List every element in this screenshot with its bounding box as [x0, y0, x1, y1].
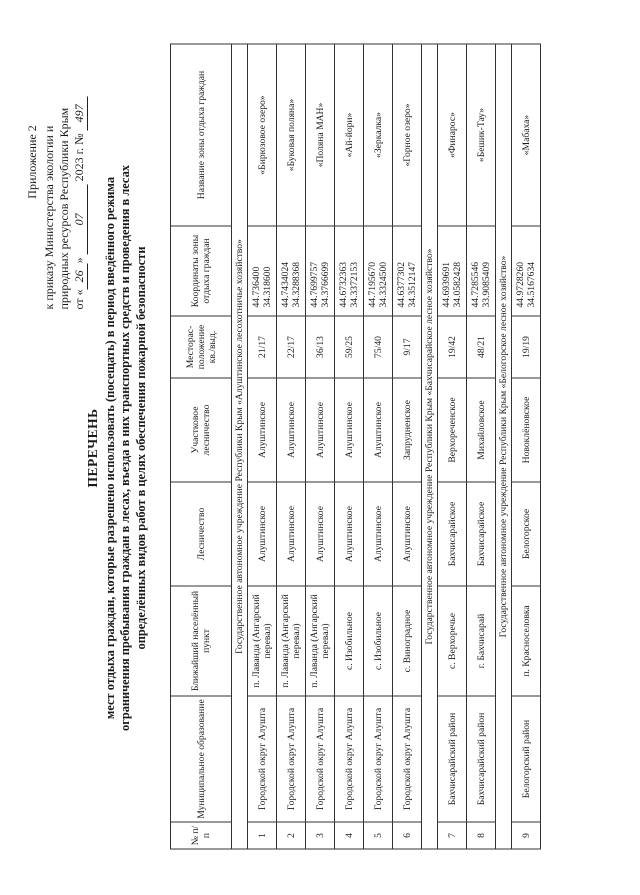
title-line-3: определённых видов работ в целях обеспечения пожарной безопасности: [133, 246, 148, 649]
appendix-ministry-line: природных ресурсов Республики Крым: [57, 107, 71, 309]
coord-lon: 33.9085409: [481, 261, 492, 307]
coord-lon: 34.0582428: [452, 261, 463, 307]
coord-lon: 34.5167634: [526, 261, 537, 307]
coord-lat: 44.7434024: [280, 261, 291, 307]
cell-zone-name: «Ай-йори»: [335, 44, 364, 226]
coord-lon: 34.3324500: [378, 261, 389, 307]
table-row: [248, 44, 277, 849]
coord-lon: 34.3372153: [349, 261, 360, 307]
cell-settlement: п. Красноселовка: [512, 586, 541, 696]
cell-number: 7: [438, 822, 467, 849]
date-year: 2023 г. №: [72, 132, 86, 181]
cell-coordinates: [393, 226, 422, 316]
header-district-forestry: Участковое лесничество: [171, 378, 232, 482]
cell-settlement: г. Бахчисарай: [467, 586, 496, 696]
cell-forestry: Бахчисарайское: [438, 482, 467, 586]
cell-settlement: с. Изобильное: [364, 586, 393, 696]
cell-forestry: Алуштинское: [364, 482, 393, 586]
cell-number: 2: [277, 822, 306, 849]
coord-lat: 44.6732363: [338, 261, 349, 307]
cell-forestry: Алуштинское: [277, 482, 306, 586]
cell-municipality: Городской округ Алушта: [393, 696, 422, 822]
cell-district-forestry: Алуштинское: [277, 378, 306, 482]
cell-coordinates: [277, 226, 306, 316]
date-day: 26: [72, 263, 88, 289]
cell-zone-name: «Зеркалка»: [364, 44, 393, 226]
coord-lat: 44.7285546: [470, 261, 481, 307]
table-row: [306, 44, 335, 849]
coord-lat: 44.6377302: [396, 261, 407, 307]
cell-coordinates: [512, 226, 541, 316]
cell-location: 36/13: [306, 316, 335, 378]
header-forestry: Лесничество: [171, 482, 232, 586]
section-row: [232, 44, 248, 849]
title-line-1: мест отдыха граждан, которые разрешено использовать (посещать) в период введённого режима: [102, 176, 117, 719]
cell-number: 6: [393, 822, 422, 849]
cell-coordinates: [335, 226, 364, 316]
cell-district-forestry: Новоклёновское: [512, 378, 541, 482]
cell-settlement: с. Верхоречье: [438, 586, 467, 696]
cell-coordinates: [364, 226, 393, 316]
cell-coordinates: [248, 226, 277, 316]
cell-settlement: с. Изобильное: [335, 586, 364, 696]
cell-zone-name: «Мабаха»: [512, 44, 541, 226]
cell-municipality: Городской округ Алушта: [306, 696, 335, 822]
cell-coordinates: [306, 226, 335, 316]
cell-number: 1: [248, 822, 277, 849]
title-line-2: ограничения пребывания граждан в лесах, въезда в них транспортных средств и проведения в лесах: [118, 164, 132, 731]
cell-number: 5: [364, 822, 393, 849]
document-title: [85, 40, 149, 855]
cell-district-forestry: Михайловское: [467, 378, 496, 482]
header-location: Месторас-положение кв./выд.: [171, 316, 232, 378]
cell-zone-name: «Финарос»: [438, 44, 467, 226]
coord-lon: 34.318600: [262, 266, 273, 307]
cell-zone-name: «Буковая поляна»: [277, 44, 306, 226]
table-row: [393, 44, 422, 849]
appendix-block: [25, 44, 88, 309]
section-title: Государственное автономное учреждение Республики Крым «Белогорское лесное хозяйство»: [496, 44, 512, 849]
coord-lat: 44.7195670: [367, 261, 378, 307]
cell-zone-name: «Горное озеро»: [393, 44, 422, 226]
cell-municipality: Городской округ Алушта: [277, 696, 306, 822]
cell-zone-name: «Бирюзовое озеро»: [248, 44, 277, 226]
cell-number: 8: [467, 822, 496, 849]
title-heading: ПЕРЕЧЕНЬ: [85, 407, 100, 488]
cell-number: 3: [306, 822, 335, 849]
cell-municipality: Бахчисарайский район: [467, 696, 496, 822]
section-title: Государственное автономное учреждение Республики Крым «Бахчисарайское лесное хозяйство»: [422, 44, 438, 849]
cell-settlement: п. Лаванда (Ангарский перевал): [277, 586, 306, 696]
cell-location: 48/21: [467, 316, 496, 378]
cell-district-forestry: Алуштинское: [364, 378, 393, 482]
coord-lon: 34.3766699: [320, 261, 331, 307]
cell-forestry: Алуштинское: [306, 482, 335, 586]
order-number: 497: [72, 96, 88, 130]
cell-municipality: Городской округ Алушта: [248, 696, 277, 822]
coord-lon: 34.3512147: [407, 261, 418, 307]
cell-forestry: Белогорское: [512, 482, 541, 586]
coord-lat: 44.7699757: [309, 261, 320, 307]
appendix-title: Приложение 2: [25, 124, 39, 199]
cell-number: 4: [335, 822, 364, 849]
cell-coordinates: [467, 226, 496, 316]
table-row: [364, 44, 393, 849]
appendix-order-line: к приказу Министерства экологии и: [42, 125, 56, 309]
cell-location: 9/17: [393, 316, 422, 378]
date-prefix: от «: [72, 288, 86, 309]
header-zone-name: Название зоны отдыха граждан: [171, 44, 232, 226]
cell-district-forestry: Алуштинское: [248, 378, 277, 482]
cell-district-forestry: Алуштинское: [306, 378, 335, 482]
cell-district-forestry: Запрудненское: [393, 378, 422, 482]
cell-location: 19/42: [438, 316, 467, 378]
cell-municipality: Городской округ Алушта: [335, 696, 364, 822]
cell-zone-name: «Поляна МАН»: [306, 44, 335, 226]
cell-location: 21/17: [248, 316, 277, 378]
table-row: [335, 44, 364, 849]
cell-forestry: Бахчисарайское: [467, 482, 496, 586]
table-row: [467, 44, 496, 849]
table-row: [512, 44, 541, 849]
cell-settlement: п. Лаванда (Ангарский перевал): [306, 586, 335, 696]
cell-settlement: с. Виноградное: [393, 586, 422, 696]
cell-forestry: Алуштинское: [335, 482, 364, 586]
cell-settlement: п. Лаванда (Ангарский перевал): [248, 586, 277, 696]
header-coordinates: Координаты зоны отдыха граждан: [171, 226, 232, 316]
date-mid: »: [72, 256, 86, 263]
section-row: [496, 44, 512, 849]
coord-lat: 44.736400: [251, 266, 262, 307]
cell-number: 9: [512, 822, 541, 849]
cell-district-forestry: Алуштинское: [335, 378, 364, 482]
cell-municipality: Белогорский район: [512, 696, 541, 822]
header-municipality: Муниципальное образование: [171, 696, 232, 822]
cell-municipality: Бахчисарайский район: [438, 696, 467, 822]
date-month: 07: [72, 184, 88, 254]
cell-location: 19/19: [512, 316, 541, 378]
cell-municipality: Городской округ Алушта: [364, 696, 393, 822]
table-header: [171, 44, 232, 849]
cell-location: 22/17: [277, 316, 306, 378]
cell-zone-name: «Бешик-Тау»: [467, 44, 496, 226]
table-row: [277, 44, 306, 849]
cell-forestry: Алуштинское: [248, 482, 277, 586]
cell-location: 59/25: [335, 316, 364, 378]
coord-lat: 44.6939691: [441, 261, 452, 307]
cell-location: 75/40: [364, 316, 393, 378]
coord-lat: 44.9728260: [515, 261, 526, 307]
header-settlement: Ближайший населённый пункт: [171, 586, 232, 696]
coord-lon: 34.3288368: [291, 261, 302, 307]
recreation-places-table: [170, 43, 541, 849]
section-title: Государственное автономное учреждение Республики Крым «Алуштинское лесохотничье хозяйство»: [232, 44, 248, 849]
cell-coordinates: [438, 226, 467, 316]
cell-forestry: Алуштинское: [393, 482, 422, 586]
table-body: [232, 44, 541, 849]
section-row: [422, 44, 438, 849]
header-number: № п/п: [171, 822, 232, 849]
table-row: [438, 44, 467, 849]
cell-district-forestry: Верхореченское: [438, 378, 467, 482]
rotated-sheet: [25, 40, 615, 855]
